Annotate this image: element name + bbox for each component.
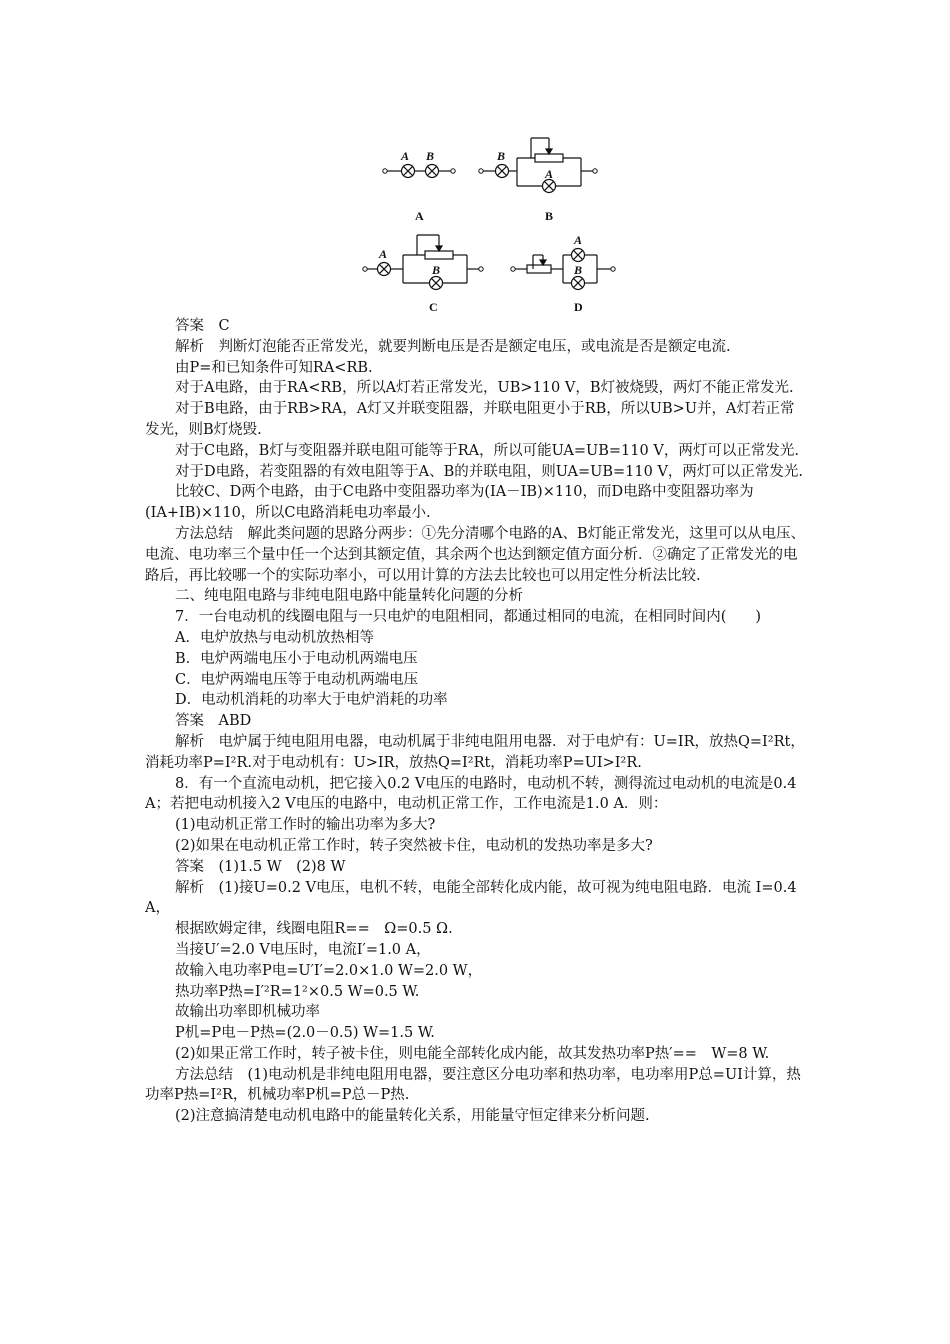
- label-a: A: [574, 233, 583, 247]
- text-line: A．电炉放热与电动机放热相等: [175, 629, 374, 646]
- text-line: 热功率P热=I′²R=1²×0.5 W=0.5 W.: [175, 983, 420, 1000]
- text-line: 二、纯电阻电路与非纯电阻电路中能量转化问题的分析: [175, 588, 523, 605]
- caption-c: C: [429, 300, 438, 314]
- caption-a: A: [415, 209, 424, 223]
- lamp-b-symbol: [426, 165, 439, 178]
- circuit-c: [363, 235, 483, 290]
- text-line: B．电炉两端电压小于电动机两端电压: [175, 650, 418, 667]
- text-line: 8．有一个直流电动机，把它接入0.2 V电压的电路时，电动机不转，测得流过电动机的电流是0.4 A；若把电动机接入2 V电压的电路中，电动机正常工作，工作电流是1.0 A．则：: [145, 775, 802, 813]
- lamp-a-symbol: [402, 165, 415, 178]
- text-line: (2)注意搞清楚电动机电路中的能量转化关系，用能量守恒定律来分析问题.: [175, 1108, 650, 1125]
- label-b: B: [426, 149, 435, 163]
- text-line: C．电炉两端电压等于电动机两端电压: [175, 671, 419, 688]
- text-line: 对于A电路，由于RA<RB，所以A灯若正常发光，UB>110 V，B灯被烧毁，两灯不能正常发光.: [175, 380, 794, 397]
- text-line: 根据欧姆定律，线圈电阻R== Ω=0.5 Ω.: [175, 921, 453, 938]
- text-line: 答案 (1)1.5 W (2)8 W: [175, 858, 346, 875]
- text-line: 答案 C: [175, 318, 230, 334]
- text-line: 方法总结 解此类问题的思路分两步：①先分清哪个电路的A、B灯能正常发光，这里可以从电压、电流、电功率三个量中任一个达到其额定值，其余两个也达到额定值方面分析．②确定了正常发光的电路后，再比较哪一个的实际功率小，可以用计算的方法去比较也可以用定性分析法比较.: [145, 525, 806, 584]
- text-line: 对于C电路，B灯与变阻器并联电阻可能等于RA，所以可能UA=UB=110 V，两灯可以正常发光.: [175, 442, 799, 459]
- text-line: 解析 判断灯泡能否正常发光，就要判断电压是否是额定电压，或电流是否是额定电流.: [175, 338, 731, 355]
- circuit-b: [479, 138, 597, 193]
- text-line: (2)如果在电动机正常工作时，转子突然被卡住，电动机的发热功率是多大?: [175, 837, 653, 854]
- label-b: B: [574, 263, 583, 277]
- label-a: A: [545, 167, 554, 181]
- label-a: A: [379, 247, 388, 261]
- text-line: 由P=和已知条件可知RA<RB.: [175, 359, 373, 376]
- text-line: 解析 (1)接U=0.2 V电压，电机不转，电能全部转化成内能，故可视为纯电阻电路．电流 I=0.4 A，: [145, 879, 802, 917]
- text-line: 方法总结 (1)电动机是非纯电阻用电器，要注意区分电功率和热功率，电功率用P总=UI计算，热功率P热=I²R，机械功率P机=P总－P热.: [145, 1066, 801, 1104]
- caption-b: B: [545, 209, 554, 223]
- text-line: 对于B电路，由于RB>RA，A灯又并联变阻器，并联电阻更小于RB，所以UB>U并，A灯若正常发光，则B灯烧毁.: [145, 401, 795, 438]
- circuit-a: [383, 165, 455, 178]
- text-line: 解析 电炉属于纯电阻用电器，电动机属于非纯电阻用电器．对于电炉有：U=IR，放热Q=I²Rt，消耗功率P=I²R.对于电动机有：U>IR，放热Q=I²Rt，消耗功率P=UI>I²R.: [145, 733, 805, 771]
- label-a: A: [401, 149, 410, 163]
- circuit-diagrams-figure: [355, 128, 645, 320]
- text-line: 比较C、D两个电路，由于C电路中变阻器功率为(IA－IB)×110，而D电路中变阻器功率为(IA+IB)×110，所以C电路消耗电功率最小.: [145, 484, 754, 522]
- label-b: B: [432, 263, 441, 277]
- text-line: P机=P电－P热=(2.0－0.5) W=1.5 W.: [175, 1025, 435, 1042]
- text-line: (2)如果正常工作时，转子被卡住，则电能全部转化成内能，故其发热功率P热′== W=8 W.: [175, 1045, 770, 1062]
- circuit-d: [511, 249, 615, 290]
- text-line: 答案 ABD: [175, 713, 252, 730]
- text-line: (1)电动机正常工作时的输出功率为多大?: [175, 817, 436, 834]
- text-line: 当接U′=2.0 V电压时，电流I′=1.0 A，: [175, 941, 431, 958]
- caption-d: D: [574, 300, 583, 314]
- label-b: B: [497, 149, 506, 163]
- text-line: 7．一台电动机的线圈电阻与一只电炉的电阻相同，都通过相同的电流，在相同时间内( ): [175, 609, 762, 626]
- text-line: 对于D电路，若变阻器的有效电阻等于A、B的并联电阻，则UA=UB=110 V，两灯可以正常发光.: [175, 463, 804, 480]
- solution-text: [145, 316, 809, 1127]
- text-line: 故输入电功率P电=U′I′=2.0×1.0 W=2.0 W，: [175, 962, 483, 979]
- text-line: 故输出功率即机械功率: [175, 1004, 320, 1021]
- text-line: D．电动机消耗的功率大于电炉消耗的功率: [175, 692, 448, 709]
